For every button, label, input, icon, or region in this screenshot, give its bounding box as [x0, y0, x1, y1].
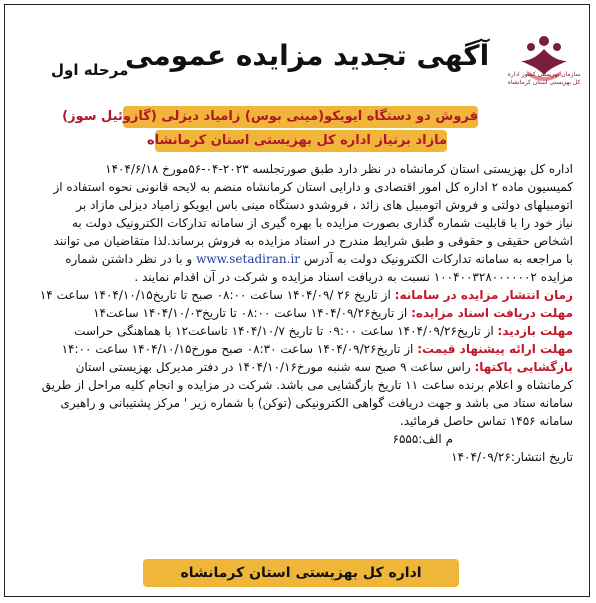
opening-info — [17, 358, 573, 376]
logo-text: سازمان بهزیستی کشور اداره کل بهزیستی استان کرمانشاه — [507, 71, 581, 86]
intro-line: اتومبیلهای دولتی و فروش اتومبیل های زائد ، فروشدو دستگاه مینی باس ایویکو زامیاد دیزلی مازاد بر — [76, 198, 573, 212]
opening-label: بازگشایی پاکتها: — [474, 360, 573, 374]
reference-number: م الف:۶۵۵۵ — [392, 432, 453, 446]
publish-value: از تاریخ ۲۶ /۱۴۰۴/۰۹ ساعت ۰۸:۰۰ صبح تا تاریخ۱۴۰۴/۱۰/۱۵ ساعت ۱۴ — [39, 288, 391, 302]
opening-line: کرمانشاه و اعلام برنده ساعت ۱۱ تاریخ بازگشایی می باشد. شرکت در مزایده و انجام کلیه مراحل از طریق — [41, 378, 573, 392]
intro-text: و با در نظر داشتن شماره — [65, 252, 193, 266]
intro-text: با مراجعه به سامانه تدارکات الکترونیک دولت به آدرس — [303, 252, 573, 266]
notice-body — [17, 160, 573, 466]
docs-label: مهلت دریافت اسناد مزایده: — [411, 306, 573, 320]
offer-label: مهلت ارائه پیشنهاد قیمت: — [417, 342, 573, 356]
intro-line: مزایده ۱۰۰۴۰۰۳۲۸۰۰۰۰۰۰۲ نسبت به دریافت اسناد مزایده و شرکت در آن اقدام نمایند . — [134, 270, 573, 284]
stage-label: مرحله اول — [51, 61, 129, 79]
offer-period — [17, 340, 573, 358]
intro-line-website — [17, 250, 573, 268]
docs-period — [17, 304, 573, 322]
intro-line: اداره کل بهزیستی استان کرمانشاه در نظر دارد طبق صورتجلسه ۲۰۲۳-۰۴-۵۶مورخ ۱۴۰۴/۶/۱۸ — [105, 162, 573, 176]
docs-value: از تاریخ۱۴۰۴/۰۹/۲۶ ساعت ۰۸:۰۰ تا تاریخ۱۴۰۴/۱۰/۰۳ ساعت۱۴ — [93, 306, 408, 320]
notice-title: آگهی تجدید مزایده عمومی — [125, 39, 490, 72]
opening-line: سامانه ۱۴۵۶ تماس حاصل فرمائید. — [399, 414, 573, 428]
notice-frame — [4, 4, 590, 597]
visit-value: از تاریخ۱۴۰۴/۰۹/۲۶ ساعت ۰۹:۰۰ تا تاریخ ۱۴۰۴/۱۰/۷ تاساعت۱۲ با هماهنگی حراست — [74, 324, 494, 338]
surplus-banner: مازاد برنیاز اداره کل بهزیستی استان کرمانشاه — [155, 130, 447, 152]
footer-org: اداره کل بهزیستی استان کرمانشاه — [143, 559, 459, 587]
intro-line: کمیسیون ماده ۲ اداره کل امور اقتصادی و دارایی استان کرمانشاه منضم به لایحه قانونی نحوه استفاده از — [53, 180, 573, 194]
opening-value: راس ساعت ۹ صبح سه شنبه مورخ۱۴۰۴/۱۰/۱۶ در دفتر مدیرکل بهزیستی استان — [75, 360, 471, 374]
header — [5, 5, 589, 97]
intro-line: اشخاص حقیقی و حقوقی و طبق شرایط مندرج در اسناد مزایده به فروش برساند.لذا متقاضیان می توانند — [53, 234, 573, 248]
website-link[interactable]: www.setadiran.ir — [196, 252, 301, 266]
publish-label: زمان انتشار مزایده در سامانه: — [394, 288, 573, 302]
publish-period — [17, 286, 573, 304]
publish-date: تاریخ انتشار:۱۴۰۴/۰۹/۲۶ — [451, 450, 573, 464]
intro-line: نیاز خود را با قابلیت شماره گذاری بصورت مزایده با بهره گیری از سامانه تدارکات الکترونیک دولت به — [71, 216, 573, 230]
visit-label: مهلت بازدید: — [497, 324, 573, 338]
offer-value: از تاریخ۱۴۰۴/۰۹/۲۶ ساعت ۰۸:۳۰ صبح مورخ۱۴۰۴/۱۰/۱۵ ساعت ۱۴:۰۰ — [61, 342, 414, 356]
visit-period — [17, 322, 573, 340]
opening-line: سامانه ستاد می باشد و جهت دریافت گواهی الکترونیکی (توکن) با شماره زیر ' مرکز پشتیبانی و راهبری — [60, 396, 573, 410]
subject-banner: فروش دو دستگاه ایویکو(مینی بوس) زامیاد دیزلی (گازوئیل سوز) — [123, 106, 478, 128]
